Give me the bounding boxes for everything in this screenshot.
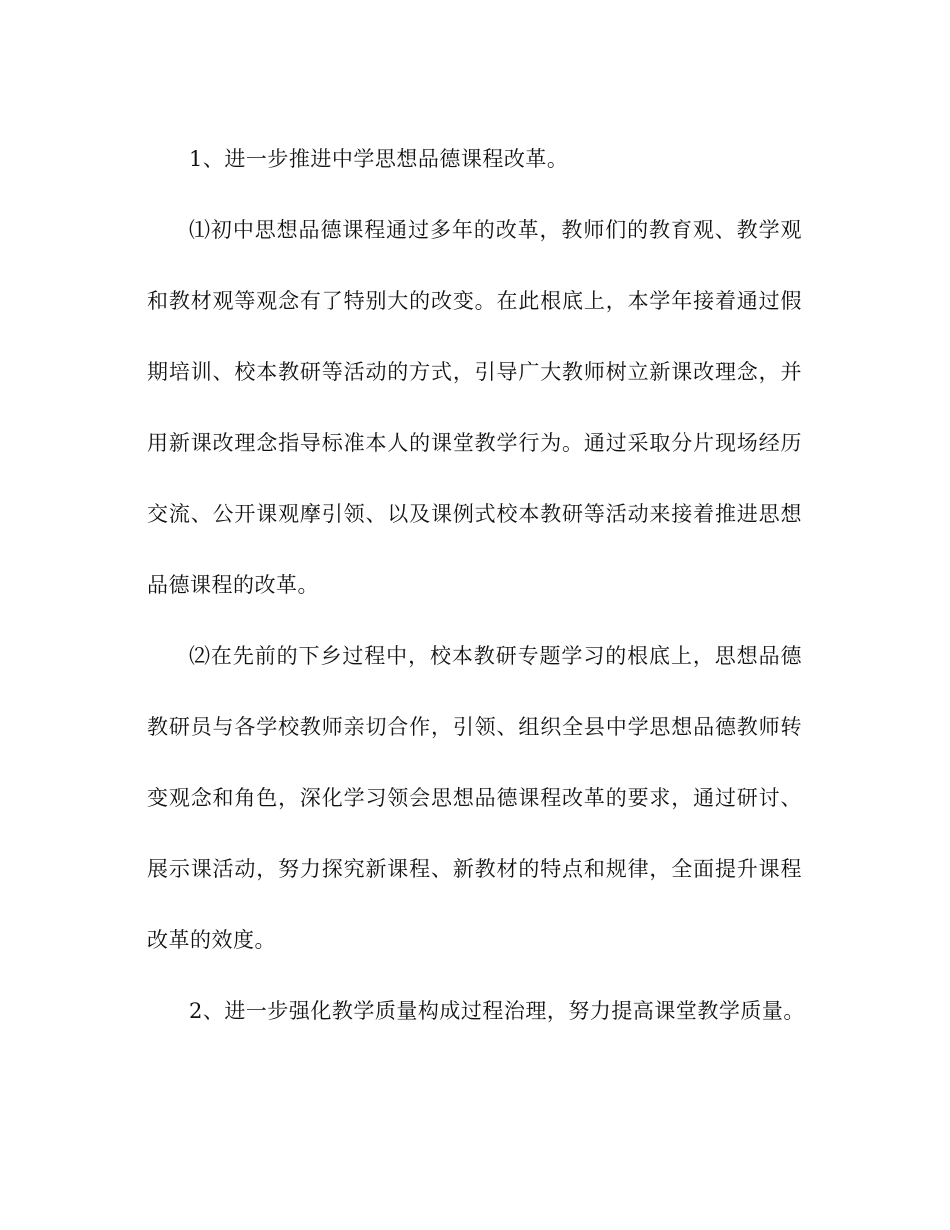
document-body — [147, 124, 805, 1047]
section-heading-1: 1、进一步推进中学思想品德课程改革。 — [189, 147, 569, 171]
paragraph-1: ⑴初中思想品德课程通过多年的改革，教师们的教育观、教学观和教材观等观念有了特别大的改变。在此根底上，本学年接着通过假期培训、校本教研等活动的方式，引导广大教师树立新课改理念，并用新课改理念指导标准本人的课堂教学行为。通过采取分片现场经历交流、公开课观摩引领、以及课例式校本教研等活动来接着推进思想品德课程的改革。 — [147, 218, 802, 597]
section-heading-2: 2、进一步强化教学质量构成过程治理，努力提高课堂教学质量。 — [189, 999, 805, 1023]
paragraph-2: ⑵在先前的下乡过程中，校本教研专题学习的根底上，思想品德教研员与各学校教师亲切合作，引领、组织全县中学思想品德教师转变观念和角色，深化学习领会思想品德课程改革的要求，通过研讨、展示课活动，努力探究新课程、新教材的特点和规律，全面提升课程改革的效度。 — [147, 644, 802, 952]
